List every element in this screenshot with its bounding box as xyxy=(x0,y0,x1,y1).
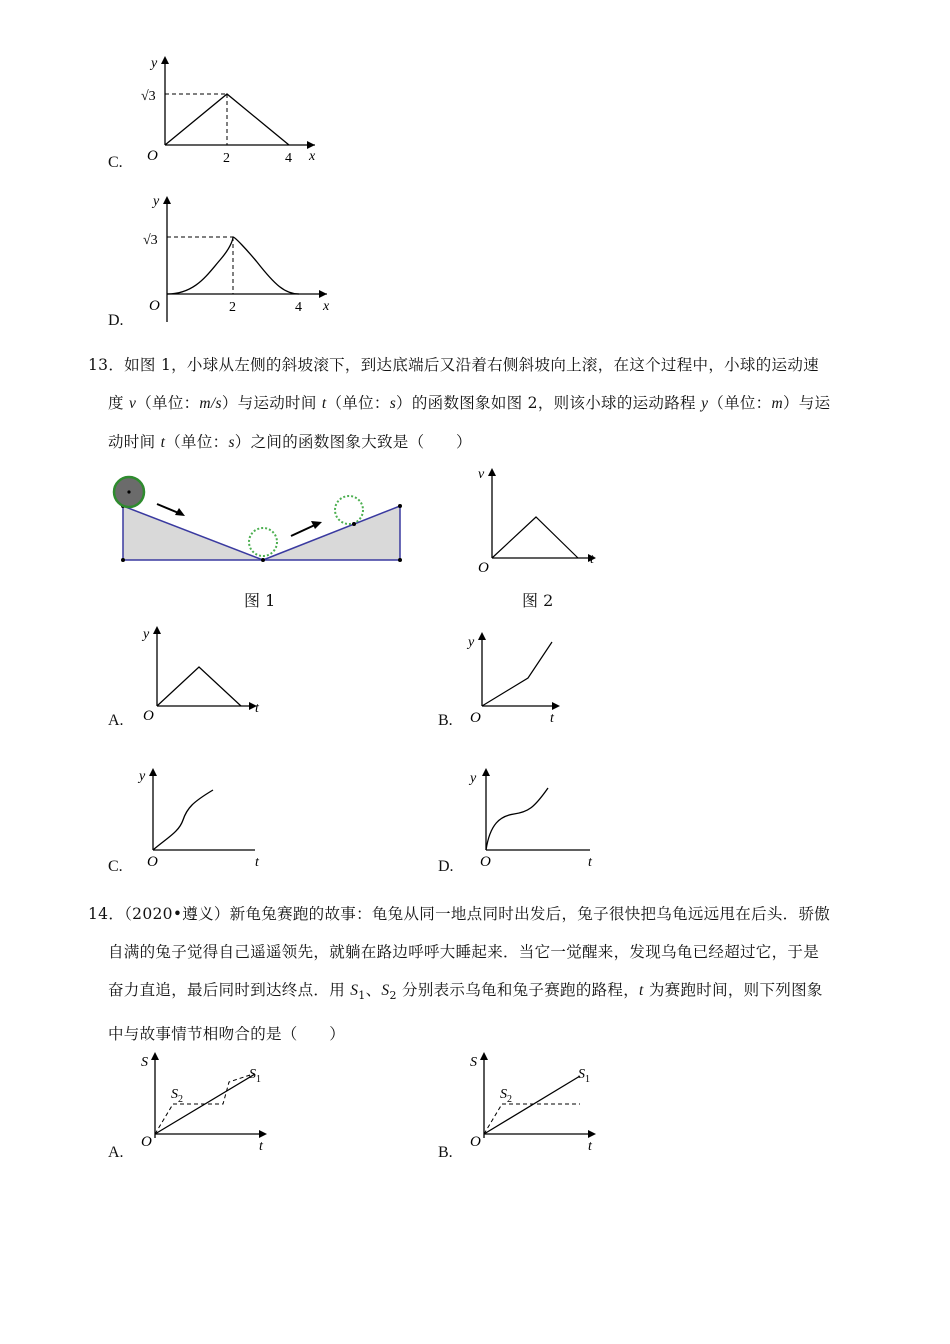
origin-label: O xyxy=(141,1134,152,1150)
q13-graph-b xyxy=(462,628,602,728)
question-14-text: 14．（2020•遵义）新龟兔赛跑的故事：龟兔从同一地点同时出发后，兔子很快把乌龟远远甩在后头．骄傲 自满的兔子觉得自己遥遥领先，就躺在路边呼呼大睡起来．当它一觉醒来，发现乌龟已经超过它，于是 奋力直追，最后同时到达终点．用 $S_1$、$S_2$ 分别表示乌龟和兔子赛跑的路程，t 为赛跑时间，则下列图象 中与故事情节相吻合的是（ ） xyxy=(88,905,831,1044)
q13-option-b-label[interactable]: B. xyxy=(438,712,453,729)
y-axis-label: y xyxy=(139,769,146,784)
arrow-up-right-icon xyxy=(291,524,317,536)
x-tick-4: 4 xyxy=(285,151,292,166)
x-tick-2: 2 xyxy=(223,151,230,166)
q14-graph-b xyxy=(464,1048,614,1158)
q13-graph-c xyxy=(135,762,275,872)
q14-graph-a xyxy=(135,1048,285,1158)
option-d-label[interactable]: D. xyxy=(108,312,124,329)
origin-label: O xyxy=(143,708,154,722)
x-axis-label: t xyxy=(255,855,259,870)
q14-option-b-label[interactable]: B. xyxy=(438,1144,453,1161)
s2-label: $S_2$ xyxy=(171,1087,183,1105)
origin-label: O xyxy=(147,854,158,870)
peak-label: √3 xyxy=(143,233,158,248)
x-axis-label: x xyxy=(323,299,330,314)
y-axis-label: S xyxy=(470,1055,477,1070)
s2-label: $S_2$ xyxy=(500,1087,512,1105)
figure-1-caption: 图 1 xyxy=(244,591,276,610)
origin-label: O xyxy=(149,298,160,314)
question-number: 14． xyxy=(88,905,125,923)
peak-label: √3 xyxy=(141,89,156,104)
q13-option-a-label[interactable]: A. xyxy=(108,712,124,729)
question-number: 13． xyxy=(88,356,125,374)
q13-option-d-label[interactable]: D. xyxy=(438,858,454,875)
q13-graph-d xyxy=(466,762,606,872)
origin-label: O xyxy=(470,710,481,726)
s1-label: $S_1$ xyxy=(249,1067,261,1085)
x-tick-2: 2 xyxy=(229,300,236,315)
x-axis-label: t xyxy=(590,552,594,567)
question-13-text: 13．如图 1，小球从左侧的斜坡滚下，到达底端后又沿着右侧斜坡向上滚，在这个过程中，小球的运动速 度 v（单位：m/s）与运动时间 t（单位：s）的函数图象如图 2，则该小球的运动路程 y（单位：m）与运 动时间 t（单位：s）之间的函数图象大致是（ ） xyxy=(88,356,831,451)
y-axis-label: v xyxy=(478,467,485,482)
y-axis-label: y xyxy=(151,56,158,71)
origin-label: O xyxy=(478,560,489,576)
x-tick-4: 4 xyxy=(295,300,302,315)
y-axis-label: y xyxy=(153,194,160,209)
q13-option-c-label[interactable]: C. xyxy=(108,858,123,875)
q14-option-a-label[interactable]: A. xyxy=(108,1144,124,1161)
x-axis-label: t xyxy=(588,1139,592,1154)
graph-prev-c xyxy=(135,50,335,170)
y-axis-label: y xyxy=(468,635,475,650)
x-axis-label: x xyxy=(309,149,316,164)
x-axis-label: t xyxy=(550,711,554,726)
y-axis-label: y xyxy=(470,771,477,786)
graph-prev-d xyxy=(135,190,345,330)
y-axis-label: S xyxy=(141,1055,148,1070)
s1-label: $S_1$ xyxy=(578,1067,590,1085)
x-axis-label: t xyxy=(255,701,259,716)
x-axis-label: t xyxy=(588,855,592,870)
x-axis-label: t xyxy=(259,1139,263,1154)
origin-label: O xyxy=(470,1134,481,1150)
q13-graph-a xyxy=(135,622,275,722)
origin-label: O xyxy=(480,854,491,870)
figure-1-slopes xyxy=(105,468,415,578)
origin-label: O xyxy=(147,148,158,164)
option-c-label[interactable]: C. xyxy=(108,154,123,171)
figure-2-vt-graph xyxy=(470,462,610,577)
y-axis-label: y xyxy=(143,627,150,642)
figure-2-caption: 图 2 xyxy=(522,591,554,610)
